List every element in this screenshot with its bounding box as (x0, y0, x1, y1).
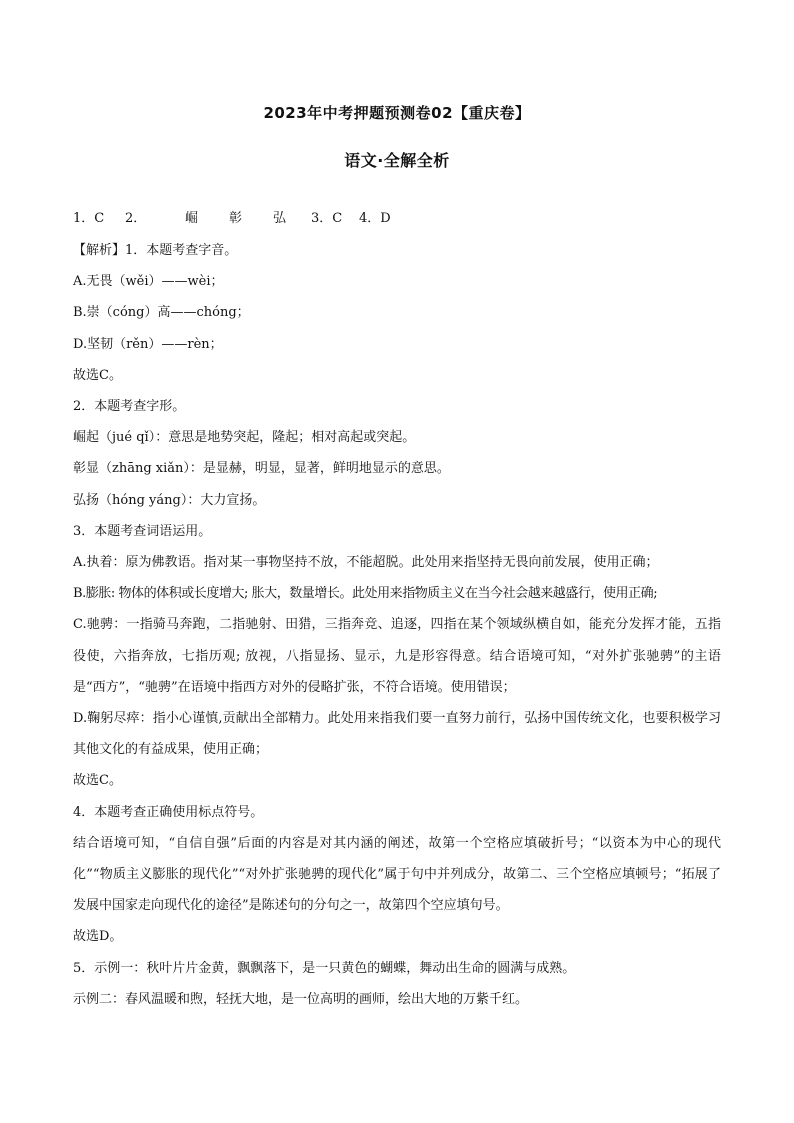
q1-option-d: D.坚韧（rěn）——rèn； (73, 336, 223, 352)
analysis-label: 【解析】1．本题考查字音。 (73, 243, 238, 258)
answer-q2-char-1: 崛 (185, 211, 199, 226)
answer-q2-label: 2． (125, 211, 147, 226)
q1-option-b: B.崇（cóng）高——chóng； (73, 305, 250, 321)
q1-conclusion: 故选C。 (73, 367, 122, 383)
q3-option-d: D.鞠躬尽瘁：指小心谨慎,贡献出全部精力。此处用来指我们要一直努力前行，弘扬中国传统文化，也要积极学习其他文化的有益成果，使用正确； (73, 711, 721, 758)
q3-option-b: B.膨胀: 物体的体积或长度增大; 胀大，数量增长。此处用来指物质主义在当今社会越来越盛行，使用正确; (73, 586, 658, 602)
answer-q2-char-2: 彰 (229, 211, 243, 226)
q4-conclusion: 故选D。 (73, 929, 123, 945)
analysis-body (73, 235, 721, 1015)
q3-option-a: A.执着：原为佛教语。指对某一事物坚持不放，不能超脱。此处用来指坚持无畏向前发展，使用正确； (73, 555, 659, 571)
answer-q1: 1．C (73, 211, 105, 226)
q2-word-2: 彰显（zhāng xiǎn）：是显赫，明显，显著，鲜明地显示的意思。 (73, 461, 450, 477)
q2-word-3: 弘扬（hóng yáng）：大力宣扬。 (73, 492, 266, 508)
q4-intro: 4．本题考查正确使用标点符号。 (73, 804, 264, 820)
answer-q4: 4．D (359, 211, 391, 226)
answer-key-line (73, 207, 391, 226)
q3-intro: 3．本题考查词语运用。 (73, 523, 212, 539)
q4-body: 结合语境可知，“自信自强”后面的内容是对其内涵的阐述，故第一个空格应填破折号；“以资本为中心的现代化”“物质主义膨胀的现代化”“对外扩张驰骋的现代化”属于句中并列成分，故第二、三个空格应填顿号；“拓展了发展中国家走向现代化的途径”是陈述句的分句之一，故第四个空应填句号。 (73, 835, 721, 914)
q2-word-1: 崛起（jué qǐ）：意思是地势突起，隆起；相对高起或突起。 (73, 430, 416, 446)
q2-intro: 2．本题考查字形。 (73, 399, 186, 415)
q1-option-a: A.无畏（wěi）——wèi； (73, 274, 224, 290)
document-title: 2023年中考押题预测卷02【重庆卷】 (263, 104, 531, 122)
answer-q3: 3．C (311, 211, 343, 226)
q5-example-1: 5．示例一：秋叶片片金黄，飘飘落下，是一只黄色的蝴蝶，舞动出生命的圆满与成熟。 (73, 960, 576, 976)
q3-option-c: C.驰骋：一指骑马奔跑，二指驰射、田猎，三指奔竞、追逐，四指在某个领域纵横自如，能充分发挥才能，五指役使，六指奔放，七指历观; 放视，八指显扬、显示，九是形容得意。结合语境可知，“对外扩张驰骋”的主语是“西方”，“驰骋”在语境中指西方对外的侵略扩张，不符合语境。使用错误； (73, 617, 721, 695)
q3-conclusion: 故选C。 (73, 773, 122, 789)
answer-q2-char-3: 弘 (273, 211, 287, 226)
q5-example-2: 示例二：春风温暖和煦，轻抚大地，是一位高明的画师，绘出大地的万紫千红。 (73, 991, 529, 1007)
document-subtitle: 语文·全解全析 (344, 151, 450, 170)
